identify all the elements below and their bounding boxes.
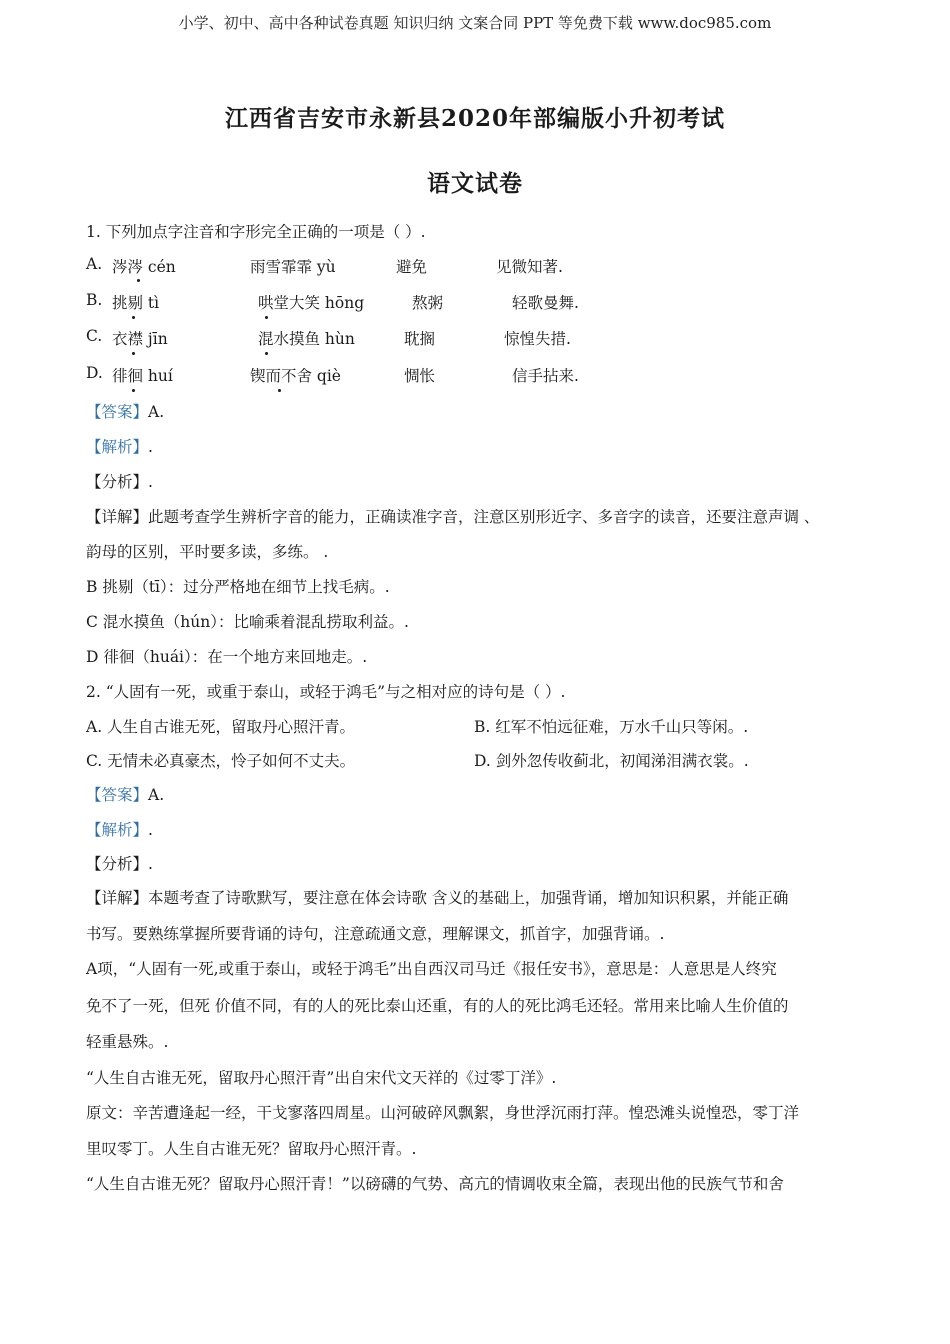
option-d-word-3: 惆怅 — [404, 367, 436, 385]
q1-stem: 1. 下列加点字注音和字形完全正确的一项是（ ）. — [86, 223, 426, 241]
option-b-word-1: 挑剔 tì — [112, 294, 160, 312]
q2-fenxi: 【分析】. — [86, 855, 153, 873]
q2-detail-line-3: A项，“人固有一死,或重于泰山，或轻于鸿毛”出自西汉司马迁《报任安书》，意思是：人意思是人终究 — [86, 960, 777, 978]
jiexi-label: 【解析】 — [86, 438, 149, 456]
q2-jiexi — [86, 818, 153, 840]
q2-detail-line-1: 【详解】本题考查了诗歌默写，要注意在体会诗歌 含义的基础上，加强背诵，增加知识积累，并能正确 — [86, 889, 789, 907]
q2-stem: 2. “人固有一死，或重于泰山，或轻于鸿毛”与之相对应的诗句是（ ）. — [86, 683, 566, 701]
q1-fenxi: 【分析】. — [86, 473, 153, 491]
option-d-word-1: 徘徊 huí — [112, 367, 173, 385]
q1-explain-d: D 徘徊（huái）：在一个地方来回地走。. — [86, 648, 368, 666]
q1-option-c — [86, 327, 571, 348]
emphasis-dot — [132, 316, 135, 319]
q1-explain-c: C 混水摸鱼（hún）：比喻乘着混乱捞取利益。. — [86, 613, 409, 631]
option-a-word-2: 雨雪霏霏 yù — [250, 258, 336, 276]
jiexi-value: . — [148, 821, 153, 839]
emphasis-dot — [132, 352, 135, 355]
emphasis-dot — [265, 316, 268, 319]
q2-detail-line-5: 轻重悬殊。. — [86, 1033, 169, 1051]
option-c-word-2: 混水摸鱼 hùn — [258, 330, 355, 348]
q2-detail-line-8: 里叹零丁。人生自古谁无死？留取丹心照汗青。. — [86, 1140, 417, 1158]
page-header: 小学、初中、高中各种试卷真题 知识归纳 文案合同 PPT 等免费下载 www.doc985.com — [178, 14, 772, 32]
option-a-word-3: 避免 — [396, 258, 428, 276]
option-b-word-3: 熬粥 — [412, 294, 444, 312]
q2-option-c: C. 无情未必真豪杰，怜子如何不丈夫。 — [86, 752, 356, 770]
emphasis-dot — [278, 389, 281, 392]
option-c-word-3: 耽搁 — [404, 330, 436, 348]
q2-option-d: D. 剑外忽传收蓟北，初闻涕泪满衣裳。. — [474, 752, 749, 770]
q2-detail-line-4: 免不了一死，但死 价值不同，有的人的死比泰山还重，有的人的死比鸿毛还轻。常用来比喻人生价值的 — [86, 997, 789, 1015]
option-a-word-4: 见微知著. — [496, 258, 563, 276]
answer-label: 【答案】 — [86, 786, 149, 804]
emphasis-dot — [137, 279, 140, 282]
q1-option-b — [86, 291, 579, 312]
option-b-word-4: 轻歌曼舞. — [512, 294, 579, 312]
q1-detail-line-2: 韵母的区别，平时要多读，多练。 . — [86, 543, 329, 561]
q2-detail-line-9: “人生自古谁无死？留取丹心照汗青！”以磅礴的气势、高亢的情调收束全篇，表现出他的民族气节和舍 — [86, 1175, 784, 1193]
option-label: B. — [86, 291, 103, 309]
q1-option-a — [86, 255, 563, 276]
q1-option-d — [86, 364, 579, 385]
q2-option-b: B. 红军不怕远征难，万水千山只等闲。. — [474, 718, 749, 736]
emphasis-dot — [265, 352, 268, 355]
option-d-word-2: 锲而不舍 qiè — [250, 367, 341, 385]
option-c-word-4: 惊惶失措. — [504, 330, 571, 348]
emphasis-dot — [132, 389, 135, 392]
q2-option-a: A. 人生自古谁无死，留取丹心照汗青。 — [86, 718, 356, 736]
q1-explain-b: B 挑剔（tī）：过分严格地在细节上找毛病。. — [86, 578, 390, 596]
jiexi-label: 【解析】 — [86, 821, 149, 839]
answer-value: A. — [148, 786, 165, 804]
option-d-word-4: 信手拈来. — [512, 367, 579, 385]
q1-jiexi — [86, 435, 153, 457]
q2-detail-line-6: “人生自古谁无死，留取丹心照汗青”出自宋代文天祥的《过零丁洋》. — [86, 1069, 557, 1087]
option-label: D. — [86, 364, 103, 382]
q1-detail-line-1: 【详解】此题考查学生辨析字音的能力，正确读准字音，注意区别形近字、多音字的读音，还要注意声调 、 — [86, 508, 820, 526]
option-b-word-2: 哄堂大笑 hōng — [258, 294, 365, 312]
q1-answer — [86, 400, 164, 422]
exam-title: 江西省吉安市永新县2020年部编版小升初考试 — [224, 105, 725, 132]
option-label: C. — [86, 327, 103, 345]
q2-detail-line-2: 书写。要熟练掌握所要背诵的诗句，注意疏通文意，理解课文，抓首字，加强背诵。. — [86, 925, 665, 943]
option-c-word-1: 衣襟 jīn — [112, 330, 168, 348]
jiexi-value: . — [148, 438, 153, 456]
answer-label: 【答案】 — [86, 403, 149, 421]
option-label: A. — [86, 255, 103, 273]
exam-subtitle: 语文试卷 — [427, 170, 523, 197]
option-a-word-1: 涔涔 cén — [112, 258, 176, 276]
answer-value: A. — [148, 403, 165, 421]
q2-answer — [86, 783, 164, 805]
q2-detail-line-7: 原文：辛苦遭逢起一经，干戈寥落四周星。山河破碎风飘絮，身世浮沉雨打萍。惶恐滩头说惶恐，零丁洋 — [86, 1104, 800, 1122]
